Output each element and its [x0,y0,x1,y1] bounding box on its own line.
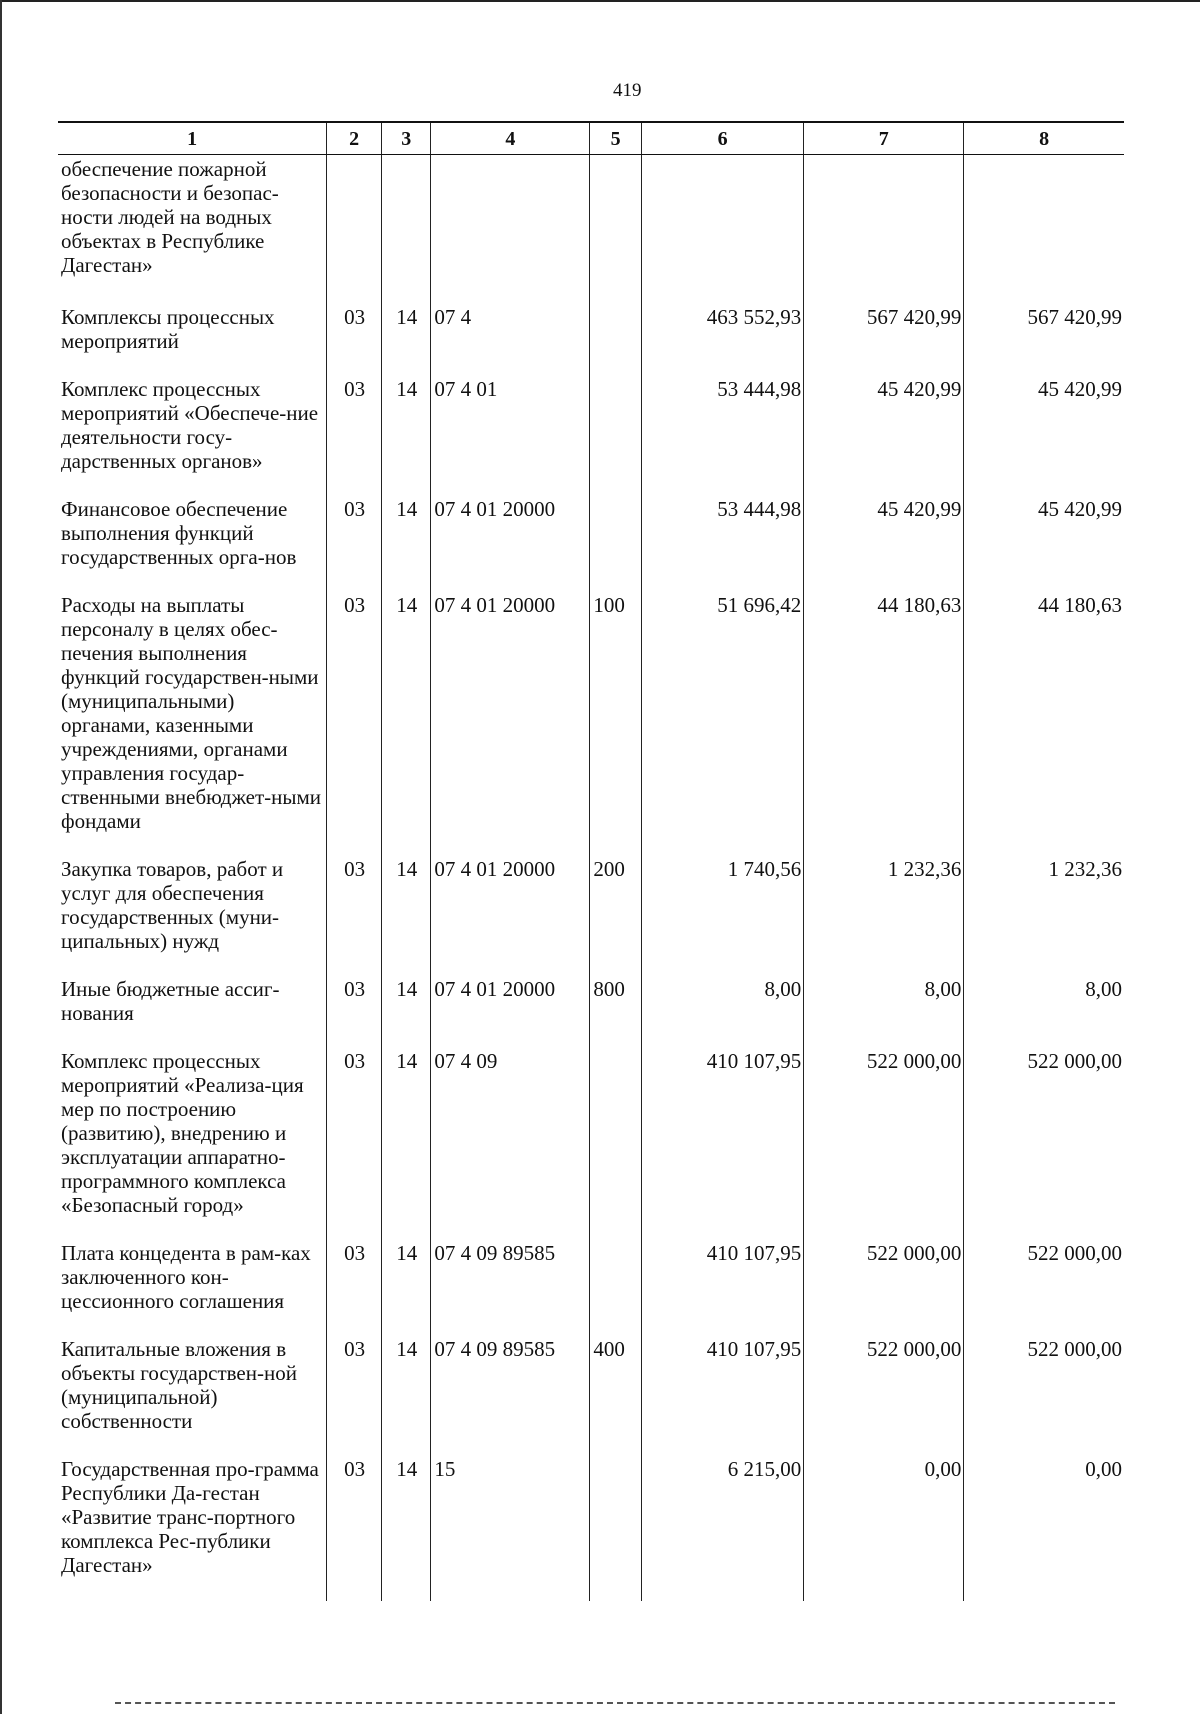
row-section-cell [327,1049,382,1241]
row-subsection: 14 [396,377,418,401]
row-target [434,155,587,185]
row-expense-type-cell [590,857,642,977]
row-amount-6: 410 107,95 [706,1337,802,1361]
row-target-cell [431,977,590,1049]
row-subsection: 14 [396,857,418,881]
row-amount-6-cell [641,305,803,377]
row-amount-6: 53 444,98 [717,377,802,401]
row-expense-type-cell [590,1457,642,1601]
row-section-cell [327,497,382,593]
row-expense-type-cell [590,155,642,306]
row-section: 03 [344,593,366,617]
row-target-cell [431,305,590,377]
row-expense-type: 200 [593,857,625,881]
row-subsection-cell [382,1241,431,1337]
row-amount-8-cell [964,377,1124,497]
page-left-border [0,0,2,1714]
row-amount-8-cell [964,497,1124,593]
row-amount-7: 522 000,00 [866,1337,962,1361]
table-row [58,377,1124,497]
row-section: 03 [344,305,366,329]
row-amount-7-cell [804,1337,964,1457]
row-name-cell [58,1241,327,1337]
row-amount-8: 522 000,00 [1027,1049,1122,1073]
row-target-cell [431,1457,590,1601]
row-amount-8-cell [964,857,1124,977]
row-target: 15 [434,1457,456,1481]
page-number-text: 419 [613,80,642,101]
row-amount-8: 45 420,99 [1038,377,1122,401]
row-amount-6: 51 696,42 [717,593,802,617]
row-amount-7-cell [804,857,964,977]
row-amount-6-cell [641,977,803,1049]
row-amount-7-cell [804,377,964,497]
row-section: 03 [344,377,366,401]
row-amount-8: 8,00 [1085,977,1122,1001]
row-name-cell [58,377,327,497]
row-expense-type [593,305,639,329]
row-target-cell [431,593,590,857]
row-target-cell [431,1049,590,1241]
row-amount-6: 1 740,56 [727,857,802,881]
row-name-cell [58,1337,327,1457]
row-expense-type [593,155,639,185]
row-amount-8: 567 420,99 [1027,305,1122,329]
row-subsection: 14 [396,1049,418,1073]
row-amount-6-cell [641,1457,803,1601]
row-expense-type-cell [590,497,642,593]
row-amount-8-cell [964,305,1124,377]
row-name: Финансовое обеспечение выполнения функций государственных орга-нов [61,497,297,569]
row-name-cell [58,977,327,1049]
row-expense-type [593,1241,639,1265]
row-subsection [385,155,428,185]
row-amount-7: 567 420,99 [866,305,962,329]
row-amount-8-cell [964,977,1124,1049]
row-amount-8-cell [964,1241,1124,1337]
row-subsection-cell [382,857,431,977]
row-section: 03 [344,1241,366,1265]
row-section: 03 [344,1049,366,1073]
row-amount-6-cell [641,155,803,306]
row-target: 07 4 09 [434,1049,498,1073]
row-amount-7-cell [804,1241,964,1337]
row-expense-type [593,1049,639,1073]
budget-table [58,121,1124,1601]
row-name-cell [58,1457,327,1601]
row-target-cell [431,377,590,497]
row-target: 07 4 09 89585 [434,1337,556,1361]
row-subsection: 14 [396,497,418,521]
row-name: Закупка товаров, работ и услуг для обеспечения государственных (муни-ципальных) нужд [61,857,284,953]
row-name-cell [58,593,327,857]
row-expense-type-cell [590,1337,642,1457]
row-amount-6: 410 107,95 [706,1241,802,1265]
row-target: 07 4 09 89585 [434,1241,556,1265]
row-section-cell [327,1457,382,1601]
row-target: 07 4 01 20000 [434,497,556,521]
row-section-cell [327,1337,382,1457]
row-name-cell [58,1049,327,1241]
row-section-cell [327,857,382,977]
row-subsection: 14 [396,305,418,329]
table-row [58,497,1124,593]
row-subsection: 14 [396,1337,418,1361]
row-name: Расходы на выплаты персоналу в целях обес-печения выполнения функций государствен-ными (муниципальными) органами, казенными учреждениями, органами управления государ-ственными внебюджет-ными фондами [61,593,322,833]
row-subsection-cell [382,1337,431,1457]
header-col-6: 6 [641,122,803,155]
row-amount-8-cell [964,593,1124,857]
row-name-cell [58,155,327,306]
row-amount-6-cell [641,1241,803,1337]
row-name-cell [58,497,327,593]
row-amount-7: 0,00 [924,1457,962,1481]
row-target: 07 4 01 20000 [434,593,556,617]
row-amount-8-cell [964,1337,1124,1457]
table-row [58,593,1124,857]
header-col-7: 7 [804,122,964,155]
row-section: 03 [344,977,366,1001]
row-section [330,155,379,185]
row-subsection: 14 [396,977,418,1001]
header-col-3: 3 [382,122,431,155]
table-row [58,1457,1124,1601]
row-expense-type-cell [590,1241,642,1337]
row-expense-type [593,497,639,521]
row-subsection: 14 [396,1241,418,1265]
table-row [58,305,1124,377]
row-amount-7 [807,155,961,185]
row-amount-8-cell [964,1049,1124,1241]
row-subsection-cell [382,497,431,593]
row-amount-6-cell [641,497,803,593]
row-expense-type: 800 [593,977,625,1001]
row-subsection-cell [382,155,431,306]
row-subsection: 14 [396,593,418,617]
row-amount-6: 6 215,00 [727,1457,802,1481]
row-section-cell [327,377,382,497]
row-section-cell [327,1241,382,1337]
row-amount-6-cell [641,857,803,977]
bottom-divider [115,1702,1115,1707]
row-target: 07 4 01 20000 [434,857,556,881]
row-expense-type [593,1457,639,1481]
row-amount-6: 8,00 [764,977,802,1001]
row-name: Государственная про-грамма Республики Да-гестан «Развитие транс-портного комплекса Рес-публики Дагестан» [61,1457,319,1577]
row-expense-type-cell [590,305,642,377]
page-top-border [0,0,1200,2]
row-amount-7-cell [804,497,964,593]
row-amount-7: 8,00 [924,977,962,1001]
table-row [58,1049,1124,1241]
row-amount-6: 53 444,98 [717,497,802,521]
row-name: Капитальные вложения в объекты государствен-ной (муниципальной) собственности [61,1337,297,1433]
row-subsection-cell [382,1049,431,1241]
row-subsection-cell [382,593,431,857]
row-section-cell [327,155,382,306]
row-amount-6-cell [641,1049,803,1241]
row-amount-8: 1 232,36 [1048,857,1122,881]
header-col-5: 5 [590,122,642,155]
row-target: 07 4 [434,305,472,329]
row-name-cell [58,857,327,977]
row-section-cell [327,593,382,857]
row-amount-7: 45 420,99 [877,497,962,521]
header-row [58,122,1124,155]
row-amount-8: 44 180,63 [1038,593,1122,617]
row-expense-type-cell [590,377,642,497]
row-subsection-cell [382,1457,431,1601]
table-row [58,857,1124,977]
row-section-cell [327,305,382,377]
row-amount-7-cell [804,1457,964,1601]
row-name: Плата концедента в рам-ках заключенного кон-цессионного соглашения [61,1241,311,1313]
row-name-cell [58,305,327,377]
row-expense-type: 100 [593,593,625,617]
row-amount-8: 45 420,99 [1038,497,1122,521]
row-amount-6 [645,155,801,185]
row-expense-type-cell [590,1049,642,1241]
row-target-cell [431,155,590,306]
header-col-2: 2 [327,122,382,155]
row-expense-type [593,377,639,401]
row-expense-type-cell [590,593,642,857]
table-row [58,155,1124,306]
row-target-cell [431,1241,590,1337]
row-amount-7: 45 420,99 [877,377,962,401]
row-name: обеспечение пожарной безопасности и безопас-ности людей на водных объектах в Республике Дагестан» [61,157,279,277]
row-amount-8-cell [964,1457,1124,1601]
header-col-1: 1 [58,122,327,155]
table-row [58,977,1124,1049]
row-amount-6-cell [641,377,803,497]
row-section: 03 [344,1457,366,1481]
row-amount-8: 0,00 [1085,1457,1122,1481]
row-amount-7: 44 180,63 [877,593,962,617]
row-expense-type: 400 [593,1337,625,1361]
row-expense-type-cell [590,977,642,1049]
table-row [58,1241,1124,1337]
row-subsection-cell [382,377,431,497]
row-subsection-cell [382,305,431,377]
table-row [58,1337,1124,1457]
row-amount-8 [967,155,1122,185]
row-section: 03 [344,857,366,881]
row-amount-7: 522 000,00 [866,1241,962,1265]
row-section: 03 [344,1337,366,1361]
row-amount-7-cell [804,155,964,306]
row-section-cell [327,977,382,1049]
row-amount-8: 522 000,00 [1027,1241,1122,1265]
row-amount-7-cell [804,593,964,857]
row-target: 07 4 01 20000 [434,977,556,1001]
row-target-cell [431,497,590,593]
row-section: 03 [344,497,366,521]
row-amount-7: 522 000,00 [866,1049,962,1073]
row-amount-6-cell [641,593,803,857]
row-subsection-cell [382,977,431,1049]
row-amount-8: 522 000,00 [1027,1337,1122,1361]
row-amount-8-cell [964,155,1124,306]
row-amount-7-cell [804,977,964,1049]
header-col-4: 4 [431,122,590,155]
row-target: 07 4 01 [434,377,498,401]
row-amount-6: 463 552,93 [706,305,802,329]
row-amount-7-cell [804,305,964,377]
row-name: Комплексы процессных мероприятий [61,305,275,353]
row-amount-6: 410 107,95 [706,1049,802,1073]
row-name: Иные бюджетные ассиг-нования [61,977,280,1025]
row-subsection: 14 [396,1457,418,1481]
header-col-8: 8 [964,122,1124,155]
row-name: Комплекс процессных мероприятий «Обеспече-ние деятельности госу-дарственных органов» [61,377,319,473]
row-target-cell [431,857,590,977]
row-target-cell [431,1337,590,1457]
row-name: Комплекс процессных мероприятий «Реализа-ция мер по построению (развитию), внедрению и эксплуатации аппаратно-программного комплекса «Безопасный город» [61,1049,304,1217]
row-amount-7-cell [804,1049,964,1241]
row-amount-7: 1 232,36 [887,857,962,881]
row-amount-6-cell [641,1337,803,1457]
